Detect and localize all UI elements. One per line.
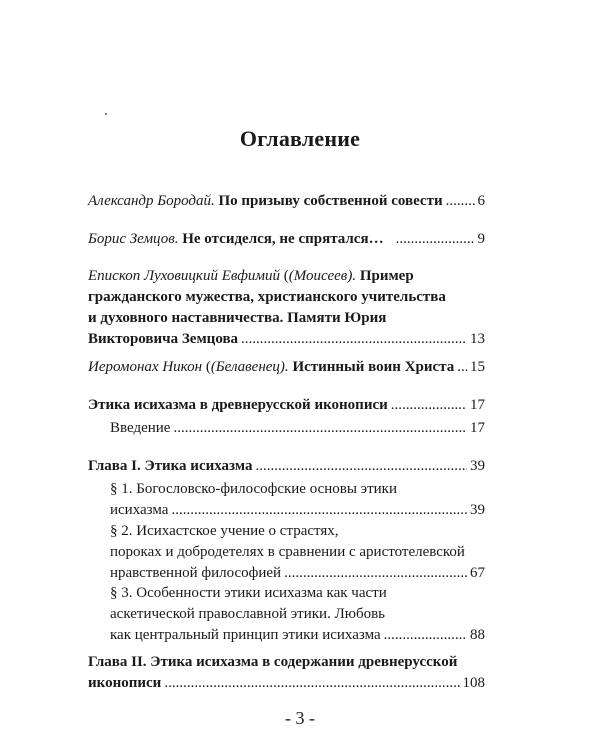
toc-entry-ethics-hesychasm[interactable] [88,395,485,416]
toc-author-paren: ((Моисеев). [283,268,357,284]
toc-author: Александр Бородай. [88,193,215,209]
toc-author: Иеромонах Никон [88,359,203,375]
toc-title-line: как центральный принцип этики исихазма [110,627,381,643]
toc-title-line: нравственной философией [110,565,282,581]
toc-title-line: исихазма [110,502,169,518]
toc-page-number: 9 [477,231,485,247]
toc-page-number: 39 [470,458,485,474]
toc-page-number: 13 [470,331,485,347]
toc-title-line: иконописи [88,675,162,691]
toc-author-surname: (Белавенец). [210,359,289,375]
toc-title-line: Викторовича Земцова [88,331,239,347]
toc-entry-chapter-1[interactable] [88,456,485,477]
toc-entry-section-1[interactable] [110,479,485,521]
toc-page-number: 67 [470,565,485,581]
toc-title: Глава I. Этика исихазма [88,458,253,474]
toc-entry-chapter-2[interactable] [88,652,485,694]
toc-title: Введение [110,420,171,436]
toc-title-line: § 3. Особенности этики исихазма как части [110,585,387,601]
leader-dots [284,563,467,584]
toc-author: Епископ Луховицкий Евфимий [88,268,280,284]
toc-title: По призыву собственной совести [218,193,443,209]
toc-page-number: 108 [462,675,485,691]
toc-author-paren: ((Белавенец). [205,359,289,375]
toc-title-line: § 1. Богословско-философские основы этики [110,481,397,497]
toc-page-number: 17 [470,397,485,413]
page-title: Оглавление [239,126,361,151]
leader-dots [164,673,459,694]
toc-entry-section-3[interactable] [110,583,485,646]
toc-title: Не отсиделся, не спрятался… [182,231,384,247]
leader-dots [396,229,475,250]
toc-title-line: Глава II. Этика исихазма в содержании древнерусской [88,654,458,670]
scan-speck [105,113,107,115]
toc-entry-introduction[interactable] [110,418,485,439]
page-number: - 3 - [285,708,315,728]
toc-page-number: 6 [477,193,485,209]
toc-title-line: гражданского мужества, христианского учительства [88,289,446,305]
toc-entry-section-2[interactable] [110,521,485,584]
leader-dots [171,500,467,521]
toc-title-line: и духовного наставничества. Памяти Юрия [88,310,387,326]
toc-page-number: 39 [470,502,485,518]
toc-entry-borodai[interactable] [88,191,485,212]
toc-title-line: Пример [359,268,414,284]
leader-dots [241,329,467,350]
toc-author: Борис Земцов. [88,231,179,247]
toc-entry-nikon[interactable] [88,357,485,378]
leader-dots [384,625,467,646]
toc-title: Этика исихазма в древнерусской иконописи [88,397,388,413]
toc-page-number: 88 [470,627,485,643]
leader-dots [446,191,475,212]
toc-entry-zemtsov[interactable] [88,229,485,250]
toc-title-line: аскетической православной этики. Любовь [110,606,386,622]
toc-title: Истинный воин Христа [292,359,455,375]
toc-entry-evfimiy[interactable] [88,266,485,350]
toc-page-number: 17 [470,420,485,436]
toc-title-line: пороках и добродетелях в сравнении с аристотелевской [110,544,465,560]
leader-dots [391,395,467,416]
toc-author-surname: (Моисеев). [288,268,357,284]
leader-dots [255,456,467,477]
toc-title-line: § 2. Исихастское учение о страстях, [110,523,339,539]
toc-page-number: 15 [470,359,485,375]
leader-dots [173,418,467,439]
leader-dots [457,357,467,378]
